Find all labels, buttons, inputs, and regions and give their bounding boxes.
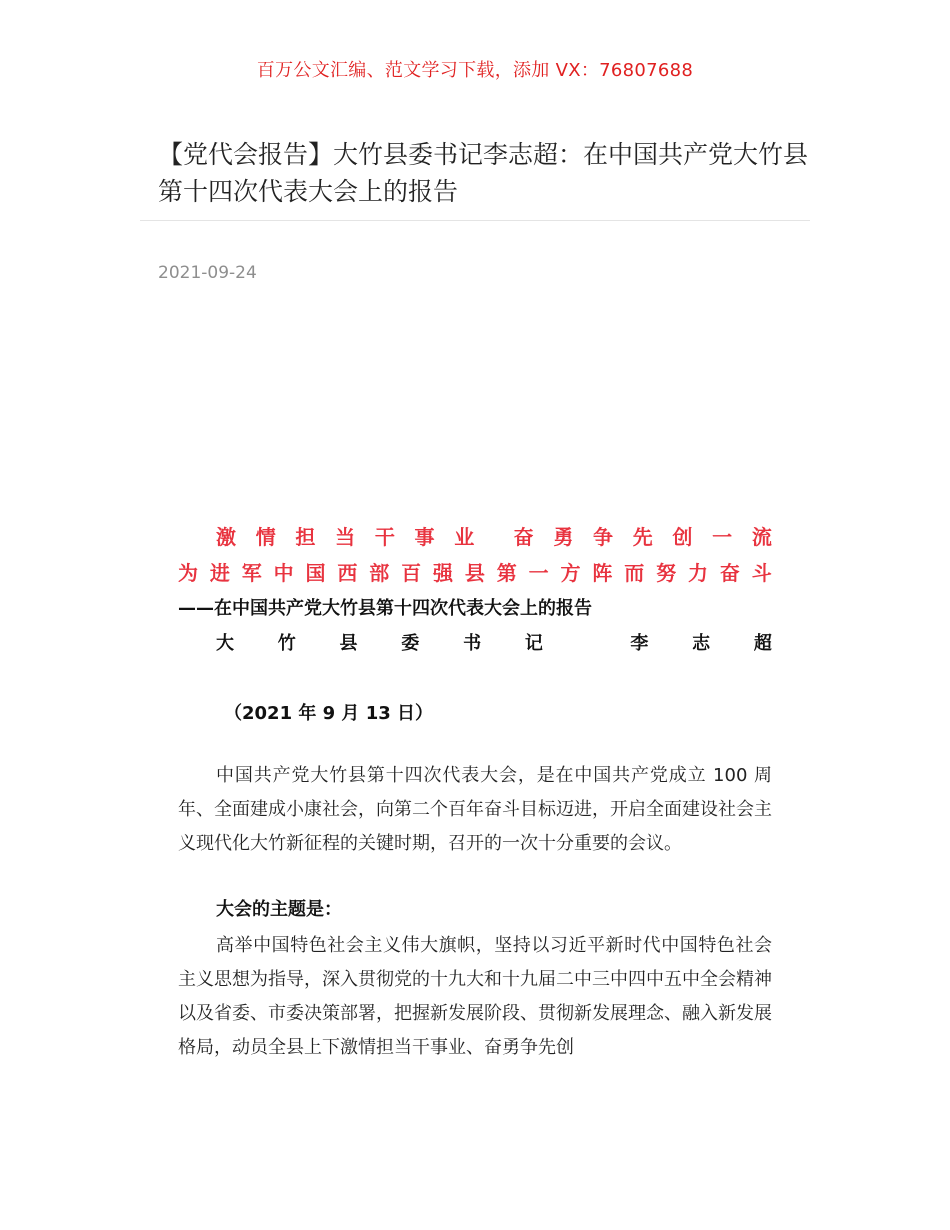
headline-char: 国 <box>305 561 326 585</box>
author-char: 县 <box>339 633 358 654</box>
headline-char: 努 <box>656 561 677 585</box>
author-char: 超 <box>753 633 772 654</box>
headline-char: 奋 <box>719 561 740 585</box>
headline-char: 而 <box>624 561 645 585</box>
headline-char: 干 <box>374 525 395 549</box>
report-date: （2021 年 9 月 13 日） <box>224 703 434 724</box>
headline-char: 一 <box>712 525 733 549</box>
headline-char: 为 <box>178 561 198 585</box>
headline-char: 中 <box>273 561 294 585</box>
theme-heading: 大会的主题是： <box>216 899 342 920</box>
body-paragraph: 中国共产党大竹县第十四次代表大会，是在中国共产党成立 100 周年、全面建成小康社会，向第二个百年奋斗目标迈进，开启全面建设社会主义现代化大竹新征程的关键时期，召开的一次十分重要的会议。 <box>178 765 772 854</box>
report-author <box>216 629 772 655</box>
headline-char: 情 <box>255 525 276 549</box>
headline-char: 第 <box>496 561 517 585</box>
headline-char: 进 <box>209 561 230 585</box>
headline-char: 创 <box>672 525 693 549</box>
promo-banner: 百万公文汇编、范文学习下载，添加 VX：76807688 <box>256 60 694 81</box>
publish-date: 2021-09-24 <box>158 263 257 283</box>
headline-char: 奋 <box>513 525 534 549</box>
author-char: 大 <box>216 633 234 654</box>
body-paragraph: 高举中国特色社会主义伟大旗帜，坚持以习近平新时代中国特色社会主义思想为指导，深入贯彻党的十九大和十九届二中三中四中五中全会精神以及省委、市委决策部署，把握新发展阶段、贯彻新发展理念、融入新发展格局，动员全县上下激情担当干事业、奋勇争先创 <box>178 935 772 1058</box>
author-char: 竹 <box>277 633 296 654</box>
headline-char: 争 <box>593 525 614 549</box>
headline-char: 先 <box>632 525 653 549</box>
report-headline-line-1 <box>178 521 772 550</box>
headline-char: 军 <box>241 561 262 585</box>
title-divider <box>140 220 810 221</box>
headline-char: 一 <box>528 561 549 585</box>
headline-char: 西 <box>337 561 358 585</box>
headline-char: 事 <box>414 525 435 549</box>
headline-char: 阵 <box>592 561 613 585</box>
report-headline-line-2 <box>178 557 772 586</box>
report-subtitle: ——在中国共产党大竹县第十四次代表大会上的报告 <box>178 598 592 619</box>
headline-char: 百 <box>401 561 422 585</box>
author-char: 记 <box>524 633 543 654</box>
headline-char: 强 <box>433 561 453 585</box>
author-char: 志 <box>692 633 711 654</box>
headline-char: 力 <box>688 561 708 585</box>
headline-char: 方 <box>560 561 581 585</box>
headline-char: 业 <box>454 525 475 549</box>
headline-char: 斗 <box>751 561 772 585</box>
headline-char: 担 <box>295 525 316 549</box>
headline-char: 勇 <box>553 525 574 549</box>
headline-char: 激 <box>216 525 236 549</box>
author-char: 李 <box>630 633 649 654</box>
author-char: 委 <box>401 633 420 654</box>
author-char: 书 <box>463 633 482 654</box>
headline-char: 当 <box>335 525 356 549</box>
headline-char: 县 <box>464 561 485 585</box>
article-title: 【党代会报告】大竹县委书记李志超：在中国共产党大竹县第十四次代表大会上的报告 <box>158 140 809 206</box>
headline-char: 流 <box>751 525 772 549</box>
headline-char: 部 <box>369 561 390 585</box>
